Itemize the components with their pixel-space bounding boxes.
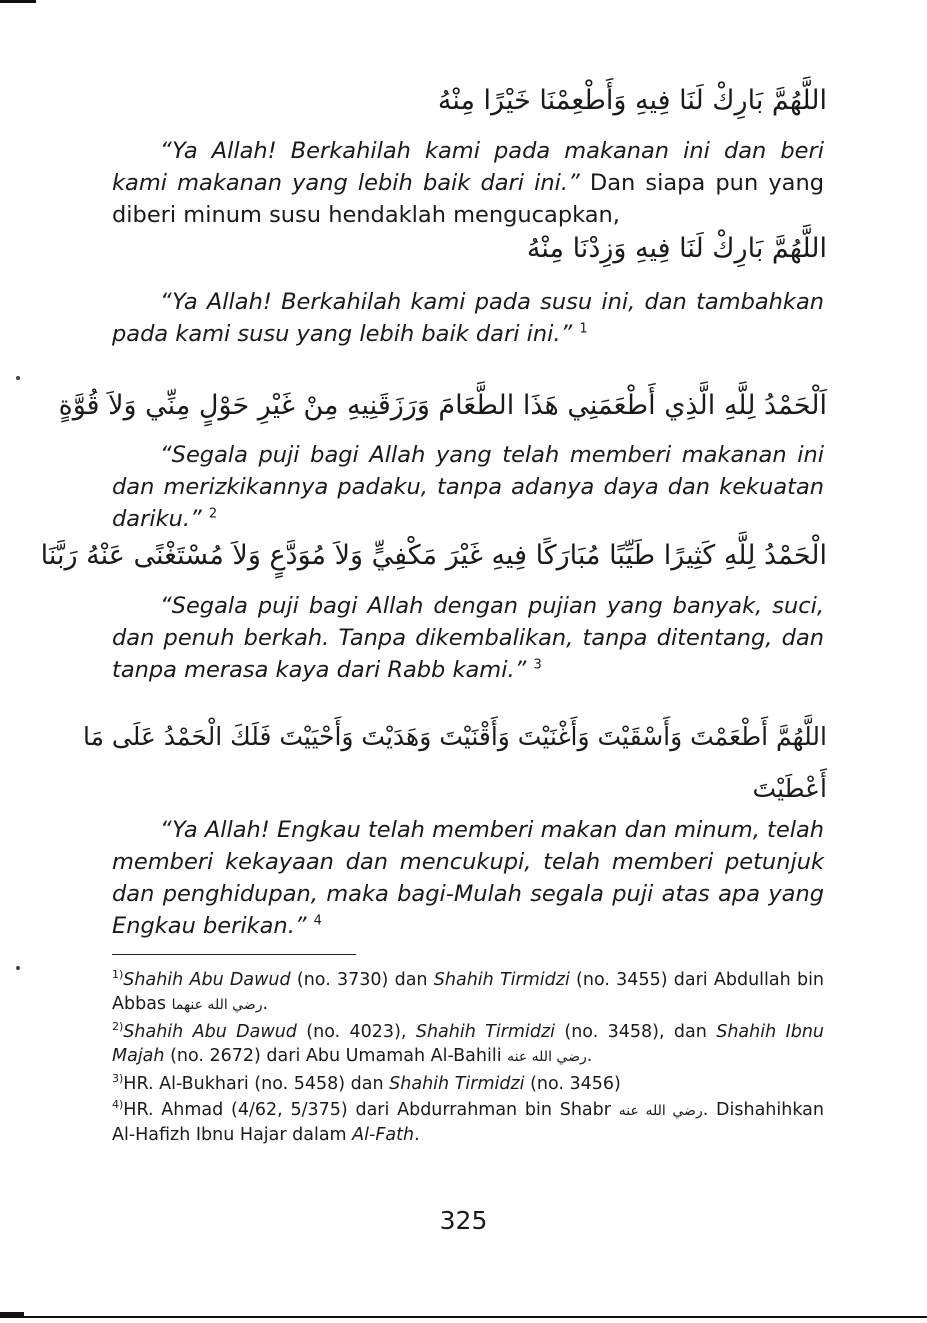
footnote-4: $^{4)}$HR. Ahmad (4/62, 5/375) dari Abdurrahman bin Shabr رضي الله عنه. Dishahihkan Al-Hafizh Ibnu Hajar dalam Al-Fath.	[112, 1098, 824, 1145]
scan-dot	[16, 376, 20, 380]
footnote-3: $^{3)}$HR. Al-Bukhari (no. 5458) dan Shahih Tirmidzi (no. 3456)	[112, 1072, 621, 1094]
footnote-marker: 1)	[112, 968, 124, 982]
footnote-2: $^{2)}$Shahih Abu Dawud (no. 4023), Shahih Tirmidzi (no. 3458), dan Shahih Ibnu Majah (no. 2672) dari Abu Umamah Al-Bahili رضي الله عنه.	[112, 1020, 825, 1066]
arabic-prayer-5-line-2: أَعْطَيْتَ	[752, 774, 827, 803]
translation-4	[112, 590, 824, 686]
footnote-ref-3: 3	[533, 657, 542, 673]
translation-1-normal: Dan siapa pun yang diberi minum susu hendaklah mengucapkan,	[112, 170, 824, 228]
translation-2	[112, 286, 824, 350]
translation-5-text: “Ya Allah! Engkau telah memberi makan dan minum, telah memberi kekayaan dan mencukupi, telah memberi petunjuk dan penghidupan, maka bagi-Mulah segala puji atas apa yang Engkau berikan.”	[112, 817, 824, 939]
footnote-ref-2: 2	[208, 506, 218, 522]
translation-5	[112, 814, 824, 942]
page-number: 325	[439, 1206, 488, 1235]
scan-mark-bottom-left	[0, 1312, 24, 1316]
footnote-ref-1: 1	[579, 321, 588, 337]
footnote-divider	[112, 954, 356, 955]
translation-1-italic: “Ya Allah! Berkahilah kami pada makanan ini dan beri kami makanan yang lebih baik dari ini.”	[112, 138, 824, 196]
honorific-glyph: رضي الله عنه	[507, 1049, 587, 1065]
footnote-marker: 2)	[112, 1020, 124, 1034]
footnote-ref-4: 4	[313, 913, 322, 929]
arabic-prayer-1: اللَّهُمَّ بَارِكْ لَنَا فِيهِ وَأَطْعِمْنَا خَيْرًا مِنْهُ	[437, 85, 827, 116]
arabic-prayer-5-line-1: اللَّهُمَّ أَطْعَمْتَ وَأَسْقَيْتَ وَأَغْنَيْتَ وَأَقْنَيْتَ وَهَدَيْتَ وَأَحْيَيْتَ فَلَكَ الْحَمْدُ عَلَى مَا	[82, 722, 827, 751]
translation-3	[112, 439, 824, 535]
footnote-marker: 4)	[112, 1098, 124, 1112]
arabic-prayer-2: اللَّهُمَّ بَارِكْ لَنَا فِيهِ وَزِدْنَا مِنْهُ	[526, 233, 827, 264]
honorific-glyph: رضي الله عنه	[618, 1103, 703, 1119]
scan-mark-top-left	[0, 0, 36, 3]
arabic-prayer-4: الْحَمْدُ لِلَّهِ كَثِيرًا طَيِّبًا مُبَارَكًا فِيهِ غَيْرَ مَكْفِيٍّ وَلاَ مُوَدَّعٍ وَلاَ مُسْتَغْنًى عَنْهُ رَبَّنَا	[40, 540, 827, 571]
scan-dot	[16, 966, 20, 970]
translation-3-text: “Segala puji bagi Allah yang telah memberi makanan ini dan merizkikannya padaku, tanpa adanya daya dan kekuatan dariku.”	[112, 442, 824, 532]
scan-mark-bottom-edge	[0, 1316, 927, 1318]
translation-1	[112, 135, 824, 231]
footnote-marker: 3)	[112, 1072, 124, 1086]
arabic-prayer-3: اَلْحَمْدُ لِلَّهِ الَّذِي أَطْعَمَنِي هَذَا الطَّعَامَ وَرَزَقَنِيهِ مِنْ غَيْرِ حَوْلٍ مِنِّي وَلاَ قُوَّةٍ	[58, 390, 827, 421]
footnote-1: $^{1)}$Shahih Abu Dawud (no. 3730) dan Shahih Tirmidzi (no. 3455) dari Abdullah bin Abbas رضي الله عنهما.	[112, 968, 825, 1014]
honorific-glyph: رضي الله عنهما	[171, 997, 263, 1013]
translation-2-text: “Ya Allah! Berkahilah kami pada susu ini, dan tambahkan pada kami susu yang lebih baik dari ini.”	[112, 289, 824, 347]
translation-4-text: “Segala puji bagi Allah dengan pujian yang banyak, suci, dan penuh berkah. Tanpa dikembalikan, tanpa ditentang, dan tanpa merasa kaya dari Rabb kami.”	[112, 593, 824, 683]
